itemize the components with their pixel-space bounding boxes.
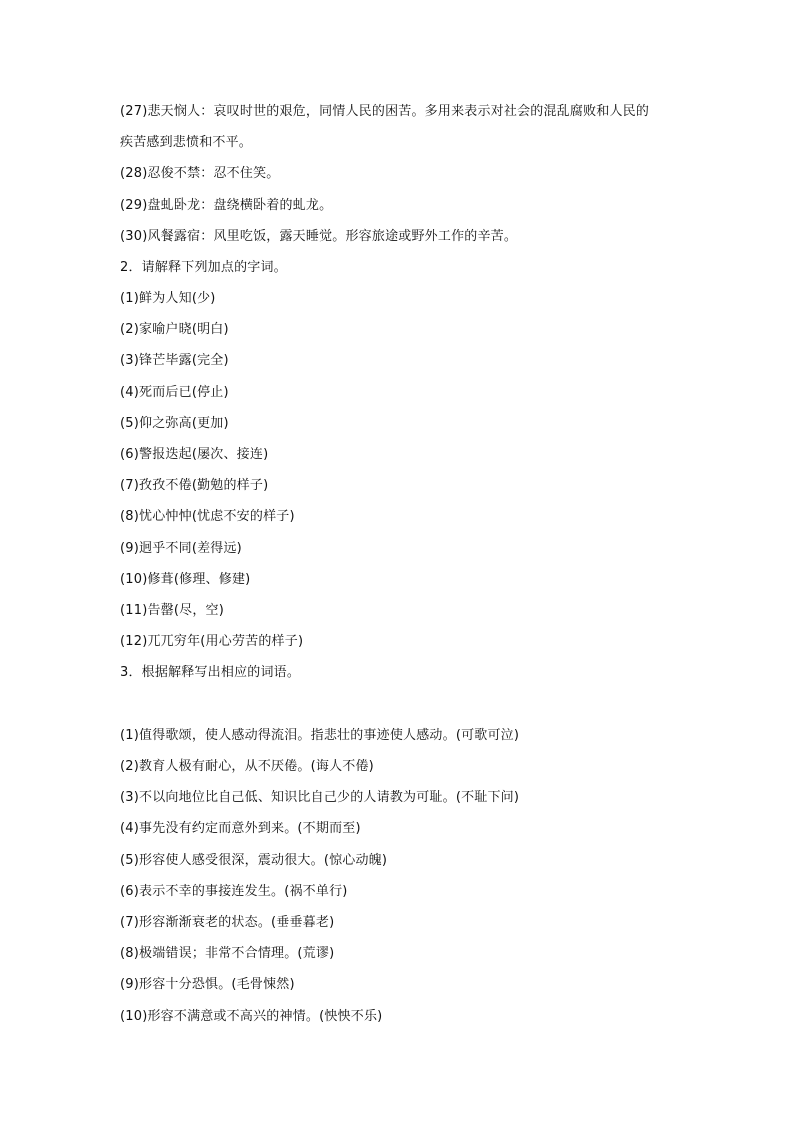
list-item: (12)兀兀穷年(用心劳苦的样子) — [120, 634, 304, 649]
list-item: (10)修葺(修理、修建) — [120, 572, 251, 587]
list-item: (9)迥乎不同(差得远) — [120, 541, 242, 556]
list-item: (2)教育人极有耐心，从不厌倦。(诲人不倦) — [120, 759, 374, 774]
list-item: (8)极端错误；非常不合情理。(荒谬) — [120, 946, 335, 961]
list-item: (5)形容使人感受很深，震动很大。(惊心动魄) — [120, 853, 388, 868]
list-item: (1)值得歌颂，使人感动得流泪。指悲壮的事迹使人感动。(可歌可泣) — [120, 728, 520, 743]
text-line-28: (28)忍俊不禁：忍不住笑。 — [120, 166, 280, 181]
list-item: (2)家喻户晓(明白) — [120, 322, 229, 337]
list-item: (5)仰之弥高(更加) — [120, 416, 229, 431]
question-heading-3: 3．根据解释写出相应的词语。 — [120, 665, 301, 680]
list-item: (8)忧心忡忡(忧虑不安的样子) — [120, 509, 295, 524]
list-item: (3)锋芒毕露(完全) — [120, 353, 229, 368]
text-line-30: (30)风餐露宿：风里吃饭，露天睡觉。形容旅途或野外工作的辛苦。 — [120, 229, 518, 244]
text-line-27-cont: 疾苦感到悲愤和不平。 — [120, 135, 253, 150]
list-item: (9)形容十分恐惧。(毛骨悚然) — [120, 977, 295, 992]
list-item: (3)不以向地位比自己低、知识比自己少的人请教为可耻。(不耻下问) — [120, 790, 520, 805]
text-line-29: (29)盘虬卧龙：盘绕横卧着的虬龙。 — [120, 198, 333, 213]
list-item: (10)形容不满意或不高兴的神情。(怏怏不乐) — [120, 1009, 383, 1024]
list-item: (4)事先没有约定而意外到来。(不期而至) — [120, 821, 361, 836]
question-heading-2: 2．请解释下列加点的字词。 — [120, 260, 287, 275]
text-line-27: (27)悲天悯人：哀叹时世的艰危，同情人民的困苦。多用来表示对社会的混乱腐败和人民的 — [120, 104, 650, 119]
list-item: (4)死而后已(停止) — [120, 385, 229, 400]
list-item: (1)鲜为人知(少) — [120, 291, 216, 306]
list-item: (6)警报迭起(屡次、接连) — [120, 447, 269, 462]
list-item: (7)孜孜不倦(勤勉的样子) — [120, 478, 269, 493]
list-item: (11)告罄(尽，空) — [120, 603, 225, 618]
list-item: (6)表示不幸的事接连发生。(祸不单行) — [120, 884, 348, 899]
list-item: (7)形容渐渐衰老的状态。(垂垂暮老) — [120, 915, 335, 930]
